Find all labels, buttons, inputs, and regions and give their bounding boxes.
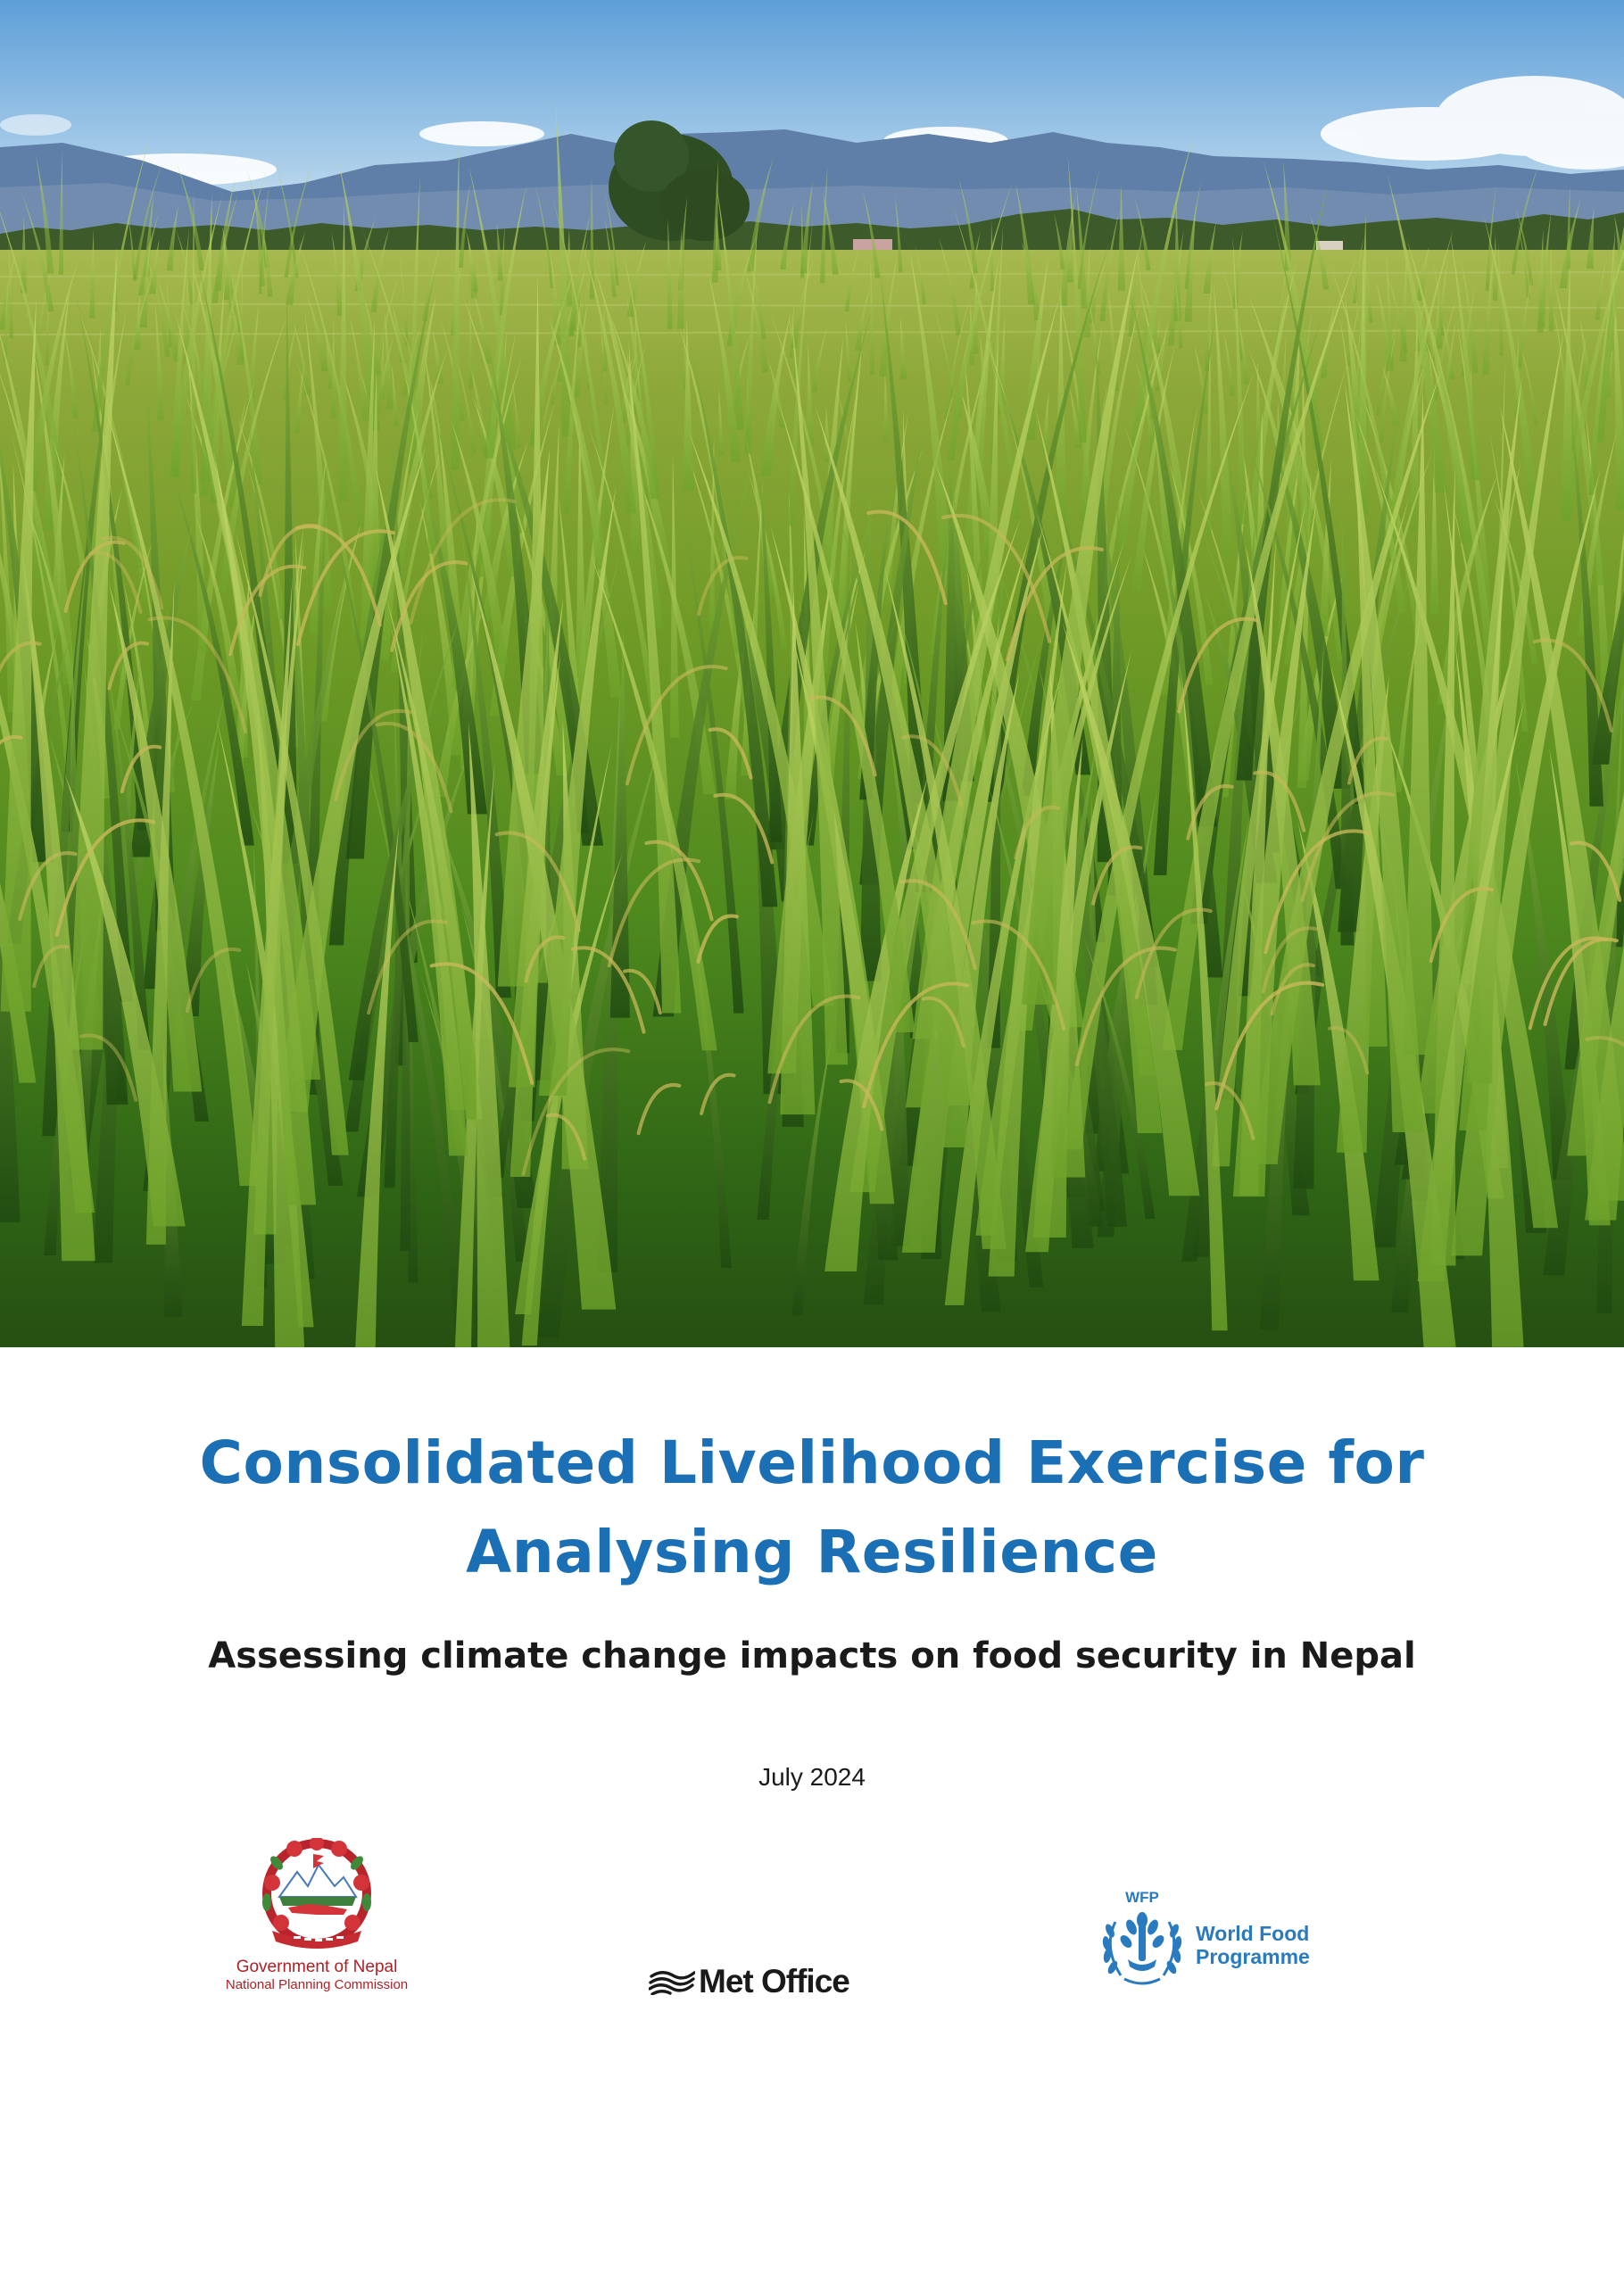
met-office-name: Met Office	[699, 1963, 849, 1999]
government-department: National Planning Commission	[225, 1977, 409, 1992]
wfp-logo	[1096, 1890, 1310, 1988]
wfp-name	[1196, 1909, 1310, 1968]
wfp-emblem	[1096, 1890, 1189, 1988]
met-office-waves-icon	[649, 1968, 695, 1995]
wfp-name-line-1: World Food	[1196, 1922, 1310, 1945]
wfp-wreath-icon	[1098, 1904, 1187, 1988]
document-title-line-2: Analysing Resilience	[466, 1518, 1158, 1586]
nepal-emblem-icon	[254, 1838, 379, 1954]
document-title	[0, 1419, 1624, 1597]
met-office-logo	[649, 1959, 849, 2004]
document-title-line-1: Consolidated Livelihood Exercise for	[199, 1428, 1425, 1497]
publication-date: July 2024	[758, 1763, 866, 1791]
wfp-abbreviation: WFP	[1125, 1889, 1159, 1906]
wfp-name-line-2: Programme	[1196, 1945, 1310, 1968]
government-name: Government of Nepal	[236, 1958, 398, 1976]
government-of-nepal-logo	[214, 1838, 419, 1993]
document-subtitle: Assessing climate change impacts on food security in Nepal	[208, 1635, 1416, 1676]
